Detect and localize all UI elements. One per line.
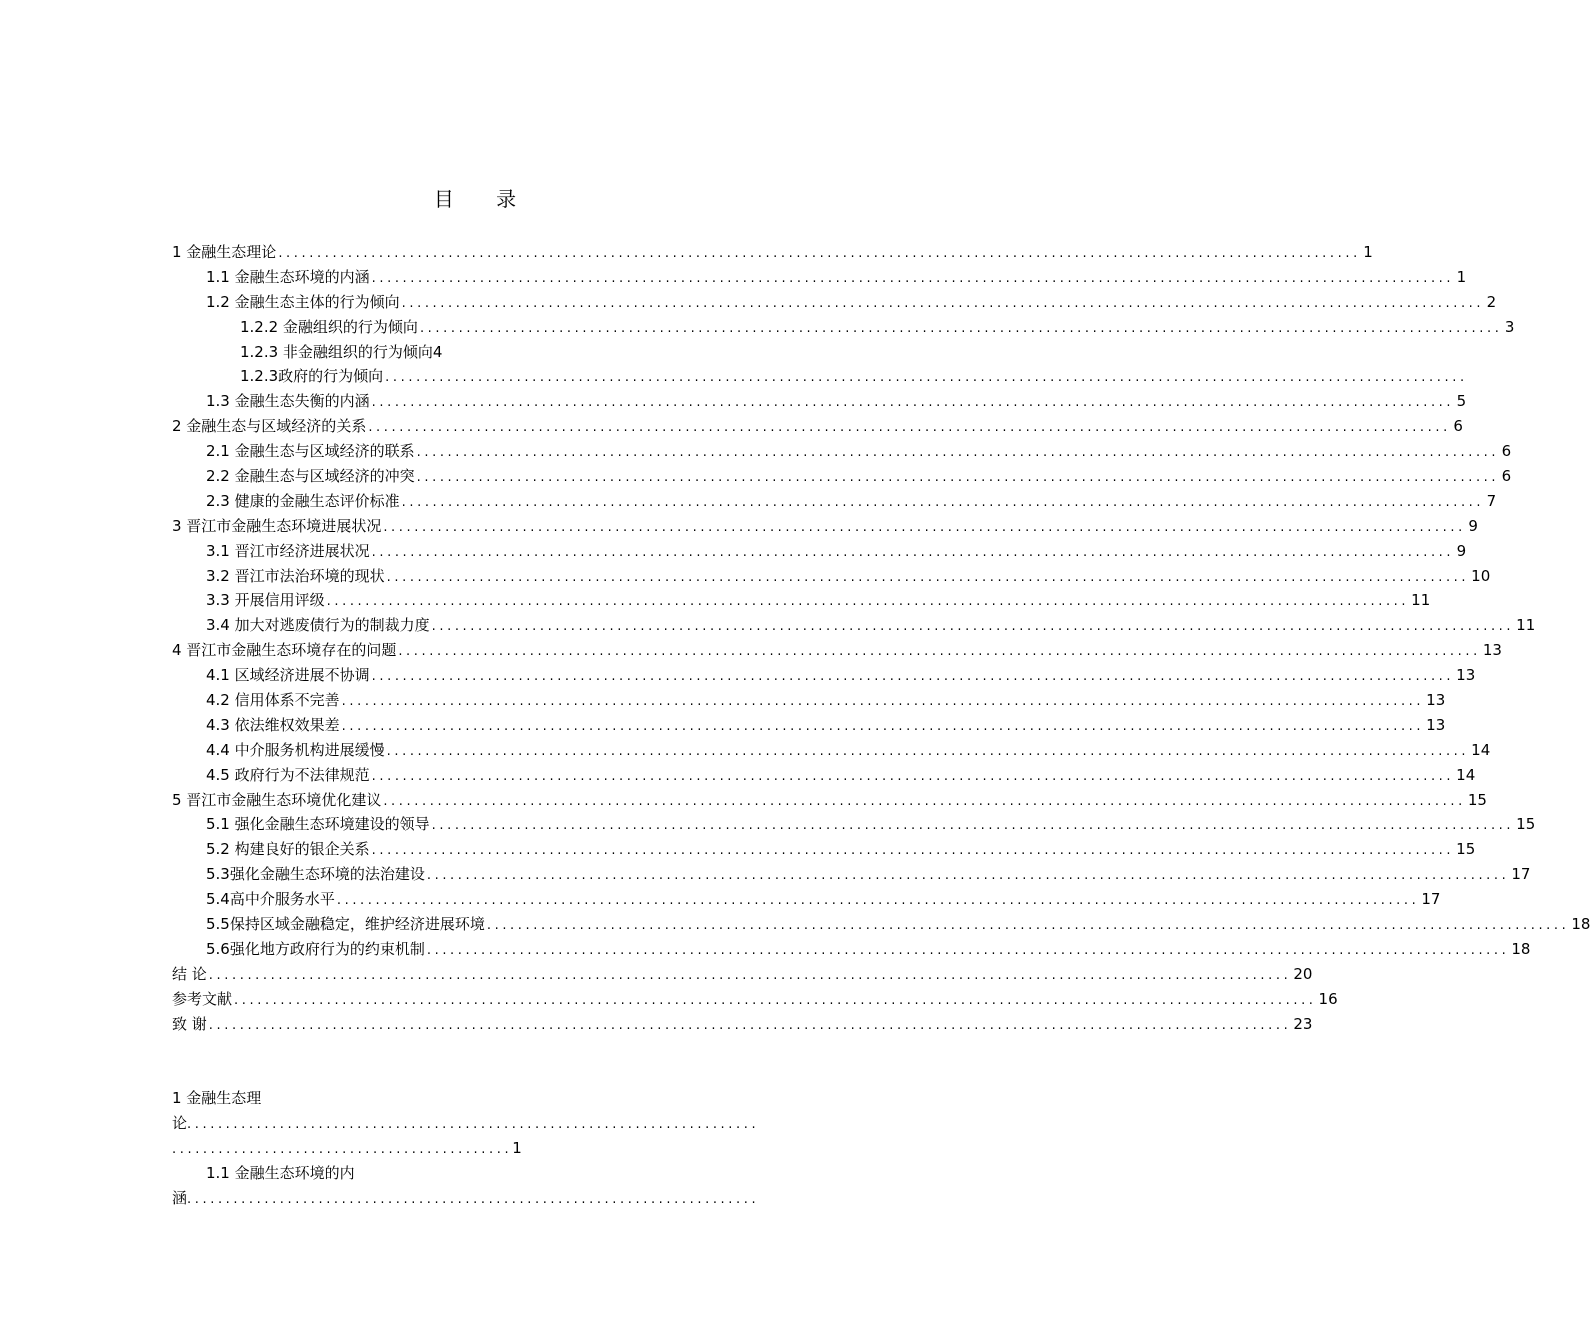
toc-entry-label: 参考文献 bbox=[172, 989, 233, 1008]
toc-leader-dots: ............................................................................................................................................ bbox=[383, 793, 1466, 809]
toc-leader-dots: ............................................................................................................................................ bbox=[208, 1017, 1292, 1033]
toc-entry-label: 致 谢 bbox=[172, 1014, 207, 1033]
toc-entry[interactable] bbox=[172, 788, 1487, 813]
toc-entry-label: 2.2 金融生态与区域经济的冲突 bbox=[206, 467, 415, 486]
toc-leader-dots: ............................................................................................................................................ bbox=[341, 694, 1425, 710]
toc-entry[interactable] bbox=[172, 763, 1476, 788]
toc-page-number: 17 bbox=[1511, 865, 1531, 884]
fragment-line-4 bbox=[172, 1161, 822, 1186]
toc-leader-dots: ............................................................................................................................................ bbox=[371, 395, 1455, 411]
toc-entry[interactable] bbox=[172, 713, 1446, 738]
toc-entry[interactable] bbox=[172, 340, 822, 365]
toc-entry[interactable] bbox=[172, 514, 1478, 539]
toc-entry-label: 4.3 依法维权效果差 bbox=[206, 715, 340, 734]
toc-leader-dots: ............................................................................................................................................ bbox=[371, 843, 1455, 859]
toc-page-number: 14 bbox=[1471, 740, 1491, 759]
fragment-page-number: 1 bbox=[512, 1139, 522, 1157]
toc-leader-dots: ............................................................................................................................................ bbox=[208, 967, 1292, 983]
toc-entry-label: 4.4 中介服务机构进展缓慢 bbox=[206, 740, 385, 759]
toc-page-number: 6 bbox=[1453, 417, 1463, 436]
toc-page-number: 1 bbox=[1456, 267, 1467, 286]
toc-page-number: 9 bbox=[1468, 516, 1478, 535]
toc-leader-dots: ............................................................................................................................................ bbox=[385, 370, 1468, 386]
toc-leader-dots: ............................................................................................................................................ bbox=[431, 818, 1515, 834]
toc-leader-dots: ............................................................................................................................................ bbox=[398, 644, 1481, 660]
fragment-leader-dots: .......................................................................... bbox=[187, 1117, 760, 1132]
toc-entry-label: 3.1 晋江市经济进展状况 bbox=[206, 541, 370, 560]
toc-leader-dots: ............................................................................................................................................ bbox=[368, 420, 1451, 436]
fragment-heading-tail: 论 bbox=[172, 1114, 188, 1132]
toc-entry-label: 3 晋江市金融生态环境进展状况 bbox=[172, 516, 382, 535]
toc-entry-label: 1.2.3 非金融组织的行为倾向4 bbox=[240, 342, 443, 361]
toc-leader-dots: ............................................................................................................................................ bbox=[419, 320, 1503, 336]
toc-entry-label: 1.1 金融生态环境的内涵 bbox=[206, 267, 370, 286]
toc-leader-dots: ............................................................................................................................................ bbox=[326, 594, 1410, 610]
fragment-line-3 bbox=[172, 1136, 822, 1161]
toc-entry[interactable] bbox=[172, 663, 1476, 688]
toc-entry[interactable] bbox=[172, 539, 1467, 564]
toc-leader-dots: ............................................................................................................................................ bbox=[416, 470, 1500, 486]
toc-leader-dots: ............................................................................................................................................ bbox=[383, 519, 1466, 535]
toc-page-number: 18 bbox=[1511, 939, 1531, 958]
toc-entry-label: 4.2 信用体系不完善 bbox=[206, 691, 340, 710]
toc-entry-label: 1.2 金融生态主体的行为倾向 bbox=[206, 292, 400, 311]
toc-page-number: 2 bbox=[1486, 292, 1497, 311]
toc-leader-dots: ............................................................................................................................................ bbox=[386, 569, 1470, 585]
toc-page-number: 11 bbox=[1516, 616, 1536, 635]
toc-page-number: 3 bbox=[1504, 317, 1515, 336]
toc-page-number: 13 bbox=[1426, 715, 1446, 734]
fragment-subheading-text: 1.1 金融生态环境的内 bbox=[206, 1164, 355, 1182]
toc-leader-dots: ............................................................................................................................................ bbox=[371, 669, 1455, 685]
toc-entry-label: 5.5保持区域金融稳定，维护经济进展环境 bbox=[206, 915, 485, 934]
toc-leader-dots: ............................................................................................................................................ bbox=[336, 893, 1420, 909]
toc-leader-dots: ............................................................................................................................................ bbox=[371, 768, 1455, 784]
toc-entry[interactable] bbox=[172, 1012, 1313, 1037]
toc-leader-dots: ............................................................................................................................................ bbox=[401, 295, 1485, 311]
toc-entry-label: 1 金融生态理论 bbox=[172, 243, 277, 261]
toc-entry[interactable] bbox=[172, 315, 1515, 340]
toc-page-number: 7 bbox=[1486, 491, 1497, 510]
fragment-heading-text: 1 金融生态理 bbox=[172, 1089, 262, 1107]
toc-entry-label: 5.1 强化金融生态环境建设的领导 bbox=[206, 815, 430, 834]
toc-entry[interactable] bbox=[172, 364, 1468, 389]
toc-entry[interactable] bbox=[172, 937, 1531, 962]
toc-page-number: 15 bbox=[1516, 815, 1536, 834]
toc-entry[interactable] bbox=[172, 887, 1441, 912]
toc-page-number: 14 bbox=[1456, 765, 1476, 784]
toc-entry-label: 5.3强化金融生态环境的法治建设 bbox=[206, 865, 425, 884]
toc-page-number: 5 bbox=[1456, 392, 1467, 411]
toc-page-number: 16 bbox=[1318, 989, 1338, 1008]
toc-leader-dots: ............................................................................................................................................ bbox=[371, 270, 1455, 286]
toc-leader-dots: ............................................................................................................................................ bbox=[278, 246, 1361, 261]
toc-leader-dots: ............................................................................................................................................ bbox=[341, 718, 1425, 734]
toc-leader-dots: ............................................................................................................................................ bbox=[234, 992, 1317, 1008]
toc-entry[interactable] bbox=[172, 862, 1531, 887]
fragment-leader-dots: .......................................................................... bbox=[187, 1192, 760, 1207]
fragment-line-5 bbox=[172, 1186, 822, 1211]
toc-entry-label: 2 金融生态与区域经济的关系 bbox=[172, 417, 367, 436]
toc-page-number: 13 bbox=[1426, 691, 1446, 710]
toc-entry[interactable] bbox=[172, 912, 1590, 937]
toc-page-number: 13 bbox=[1456, 666, 1476, 685]
toc-entry[interactable] bbox=[172, 738, 1491, 763]
table-of-contents bbox=[172, 240, 1590, 1037]
toc-page-number: 13 bbox=[1482, 641, 1502, 660]
toc-leader-dots: ............................................................................................................................................ bbox=[426, 868, 1510, 884]
toc-entry-label: 4 晋江市金融生态环境存在的问题 bbox=[172, 641, 397, 660]
toc-page-number: 6 bbox=[1501, 442, 1512, 461]
toc-entry-label: 3.3 开展信用评级 bbox=[206, 591, 325, 610]
fragment-subheading-tail: 涵 bbox=[172, 1189, 188, 1207]
toc-entry-label: 1.3 金融生态失衡的内涵 bbox=[206, 392, 370, 411]
toc-entry[interactable] bbox=[172, 439, 1512, 464]
toc-entry[interactable] bbox=[172, 962, 1313, 987]
toc-page-number: 10 bbox=[1471, 566, 1491, 585]
toc-entry[interactable] bbox=[172, 613, 1536, 638]
toc-entry[interactable] bbox=[172, 414, 1463, 439]
toc-entry-label: 5.4高中介服务水平 bbox=[206, 890, 335, 909]
toc-page-number: 15 bbox=[1467, 790, 1487, 809]
toc-entry-label: 4.5 政府行为不法律规范 bbox=[206, 765, 370, 784]
toc-leader-dots: ............................................................................................................................................ bbox=[431, 619, 1515, 635]
toc-page-number: 23 bbox=[1293, 1014, 1313, 1033]
toc-title: 目 录 bbox=[433, 187, 535, 211]
toc-page-number: 15 bbox=[1456, 840, 1476, 859]
toc-entry[interactable] bbox=[172, 489, 1497, 514]
toc-entry[interactable] bbox=[172, 265, 1467, 290]
toc-entry[interactable] bbox=[172, 837, 1476, 862]
toc-entry[interactable] bbox=[172, 240, 1373, 265]
toc-page-number: 17 bbox=[1421, 890, 1441, 909]
toc-entry-label: 3.4 加大对逃废债行为的制裁力度 bbox=[206, 616, 430, 635]
toc-entry[interactable] bbox=[172, 564, 1491, 589]
toc-page-number: 6 bbox=[1501, 467, 1512, 486]
toc-entry-label: 2.1 金融生态与区域经济的联系 bbox=[206, 442, 415, 461]
toc-entry[interactable] bbox=[172, 688, 1446, 713]
toc-page-number: 1 bbox=[1363, 243, 1373, 261]
toc-leader-dots: ............................................................................................................................................ bbox=[416, 445, 1500, 461]
toc-leader-dots: ............................................................................................................................................ bbox=[401, 494, 1485, 510]
toc-entry-label: 4.1 区域经济进展不协调 bbox=[206, 666, 370, 685]
toc-page-number: 18 bbox=[1571, 915, 1590, 934]
toc-leader-dots: ............................................................................................................................................ bbox=[386, 743, 1470, 759]
toc-leader-dots: ............................................................................................................................................ bbox=[426, 942, 1510, 958]
toc-entry-label: 5.6强化地方政府行为的约束机制 bbox=[206, 939, 425, 958]
toc-entry-label: 1.2.2 金融组织的行为倾向 bbox=[240, 317, 418, 336]
toc-entry-label: 结 论 bbox=[172, 964, 207, 983]
toc-entry[interactable] bbox=[172, 812, 1536, 837]
toc-entry[interactable] bbox=[172, 638, 1502, 663]
toc-page-number: 20 bbox=[1293, 964, 1313, 983]
toc-entry[interactable] bbox=[172, 290, 1497, 315]
toc-entry-label: 2.3 健康的金融生态评价标准 bbox=[206, 491, 400, 510]
fragment-leader-dots: ............................................ bbox=[172, 1142, 513, 1157]
toc-entry[interactable] bbox=[172, 588, 1431, 613]
toc-page-number: 9 bbox=[1456, 541, 1467, 560]
toc-leader-dots: ............................................................................................................................................ bbox=[371, 544, 1455, 560]
toc-leader-dots: ............................................................................................................................................ bbox=[486, 918, 1570, 934]
fragment-line-1 bbox=[172, 1086, 822, 1111]
toc-entry-label: 1.2.3政府的行为倾向 bbox=[240, 367, 384, 386]
fragment-line-2 bbox=[172, 1111, 822, 1136]
toc-entry[interactable] bbox=[172, 987, 1338, 1012]
toc-entry-label: 3.2 晋江市法治环境的现状 bbox=[206, 566, 385, 585]
toc-entry-label: 5 晋江市金融生态环境优化建议 bbox=[172, 790, 382, 809]
toc-entry-label: 5.2 构建良好的银企关系 bbox=[206, 840, 370, 859]
overflow-toc-fragment bbox=[172, 1086, 822, 1211]
toc-entry[interactable] bbox=[172, 464, 1512, 489]
toc-entry[interactable] bbox=[172, 389, 1467, 414]
toc-page-number: 11 bbox=[1411, 591, 1431, 610]
